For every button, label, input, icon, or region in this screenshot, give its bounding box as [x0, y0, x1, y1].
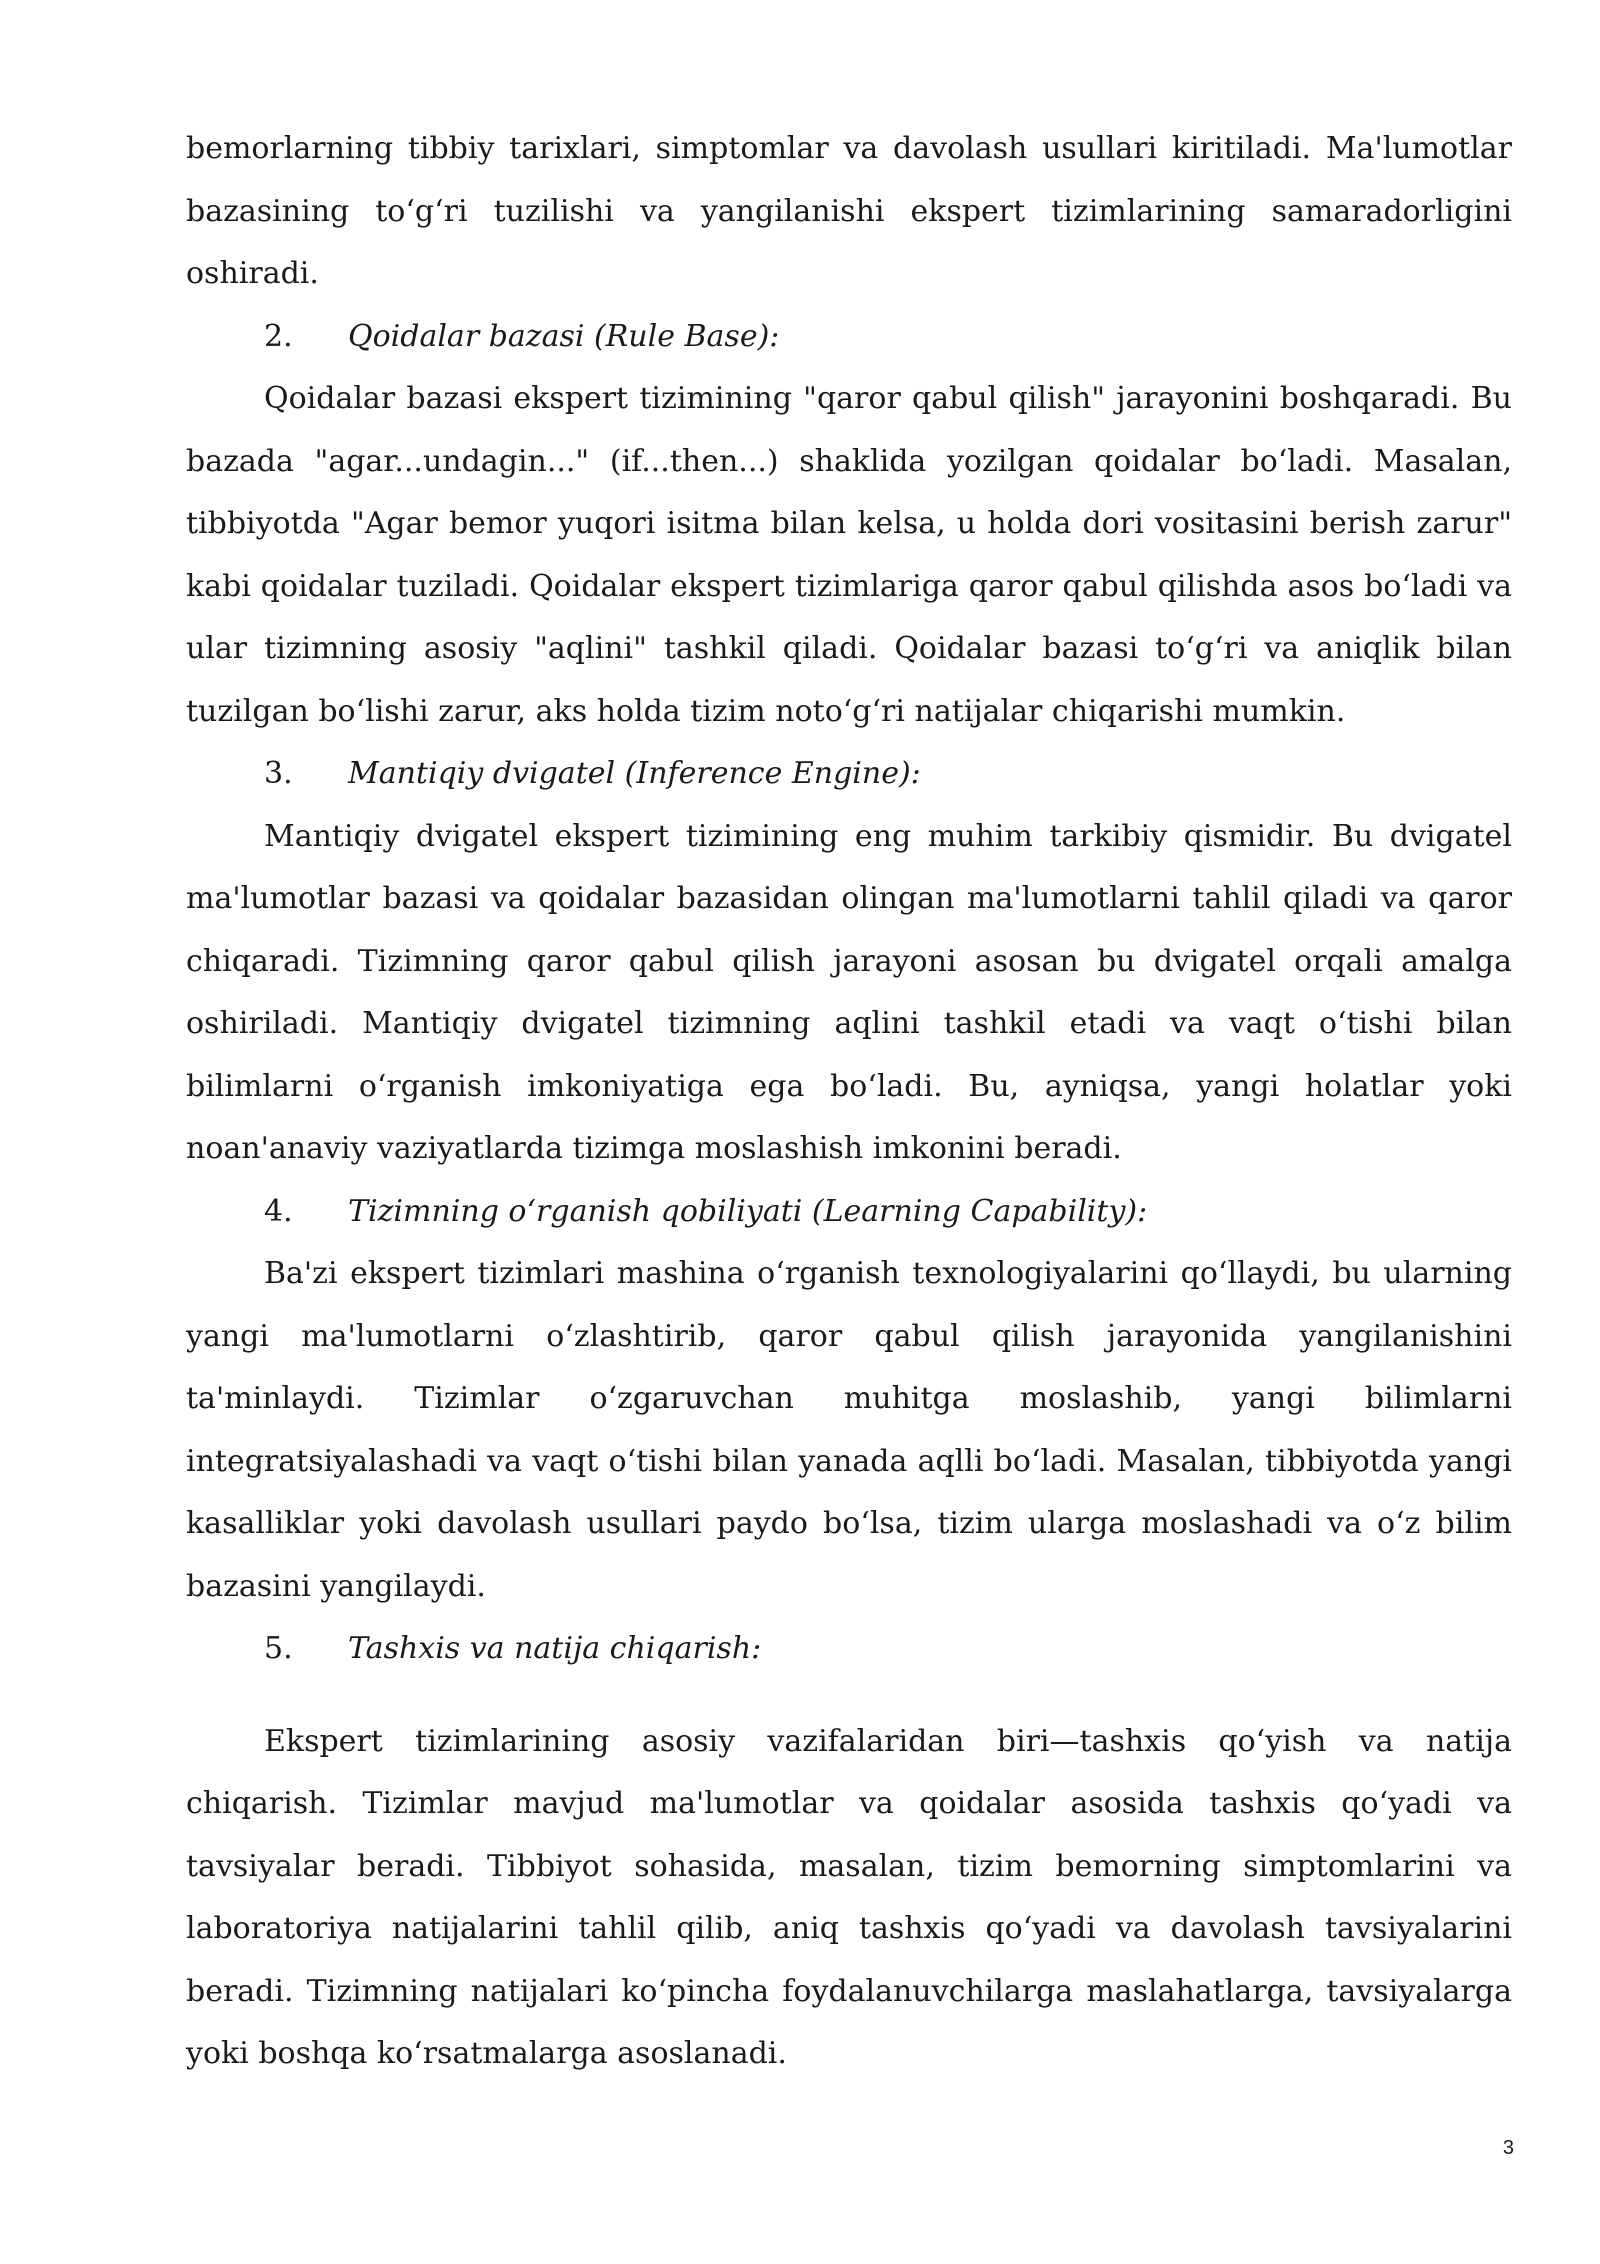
list-heading: Mantiqiy dvigatel (Inference Engine):: [348, 756, 921, 791]
list-item-learning-capability: [186, 1181, 1512, 1244]
paragraph-rule-base: Qoidalar bazasi ekspert tizimining "qaror qabul qilish" jarayonini boshqaradi. Bu bazada "agar...undagin..." (if...then...) shaklida yozilgan qoidalar bo‘ladi. Masalan, tibbiyotda "Agar bemor yuqori isitma bilan kelsa, u holda dori vositasini berish zarur" kabi qoidalar tuziladi. Qoidalar ekspert tizimlariga qaror qabul qilishda asos bo‘ladi va ular tizimning asosiy "aqlini" tashkil qiladi. Qoidalar bazasi to‘g‘ri va aniqlik bilan tuzilgan bo‘lishi zarur, aks holda tizim noto‘g‘ri natijalar chiqarishi mumkin.: [186, 381, 1512, 729]
list-number: 3.: [264, 756, 293, 791]
list-item-rule-base: [186, 306, 1512, 369]
list-heading: Tizimning o‘rganish qobiliyati (Learning Capability):: [348, 1193, 1148, 1229]
list-number: 4.: [264, 1193, 293, 1229]
paragraph-inference-engine: Mantiqiy dvigatel ekspert tizimining eng muhim tarkibiy qismidir. Bu dvigatel ma'lumotlar bazasi va qoidalar bazasidan olingan ma'lumotlarni tahlil qiladi va qaror chiqaradi. Tizimning qaror qabul qilish jarayoni asosan bu dvigatel orqali amalga oshiriladi. Mantiqiy dvigatel tizimning aqlini tashkil etadi va vaqt o‘tishi bilan bilimlarni o‘rganish imkoniyatiga ega bo‘ladi. Bu, ayniqsa, yangi holatlar yoki noan'anaviy vaziyatlarda tizimga moslashish imkonini beradi.: [186, 818, 1512, 1166]
list-item-inference-engine: [186, 743, 1512, 806]
list-number: 5.: [264, 1631, 293, 1666]
document-body: [186, 118, 1512, 2086]
paragraph-spacer: [186, 1681, 1512, 1711]
page-number: 3: [1502, 2137, 1514, 2159]
list-number: 2.: [264, 318, 293, 354]
paragraph-diagnosis: Ekspert tizimlarining asosiy vazifalaridan biri—tashxis qo‘yish va natija chiqarish. Tizimlar mavjud ma'lumotlar va qoidalar asosida tashxis qo‘yadi va tavsiyalar beradi. Tibbiyot sohasida, masalan, tizim bemorning simptomlarini va laboratoriya natijalarini tahlil qilib, aniq tashxis qo‘yadi va davolash tavsiyalarini beradi. Tizimning natijalari ko‘pincha foydalanuvchilarga maslahatlarga, tavsiyalarga yoki boshqa ko‘rsatmalarga asoslanadi.: [186, 1723, 1512, 2071]
list-heading: Qoidalar bazasi (Rule Base):: [348, 318, 780, 354]
list-heading: Tashxis va natija chiqarish:: [348, 1631, 762, 1666]
list-item-diagnosis: [186, 1618, 1512, 1681]
paragraph-intro: bemorlarning tibbiy tarixlari, simptomlar va davolash usullari kiritiladi. Ma'lumotlar bazasining to‘g‘ri tuzilishi va yangilanishi ekspert tizimlarining samaradorligini oshiradi.: [186, 131, 1512, 291]
paragraph-learning-capability: Ba'zi ekspert tizimlari mashina o‘rganish texnologiyalarini qo‘llaydi, bu ularning yangi ma'lumotlarni o‘zlashtirib, qaror qabul qilish jarayonida yangilanishini ta'minlaydi. Tizimlar o‘zgaruvchan muhitga moslashib, yangi bilimlarni integratsiyalashadi va vaqt o‘tishi bilan yanada aqlli bo‘ladi. Masalan, tibbiyotda yangi kasalliklar yoki davolash usullari paydo bo‘lsa, tizim ularga moslashadi va o‘z bilim bazasini yangilaydi.: [186, 1256, 1512, 1604]
